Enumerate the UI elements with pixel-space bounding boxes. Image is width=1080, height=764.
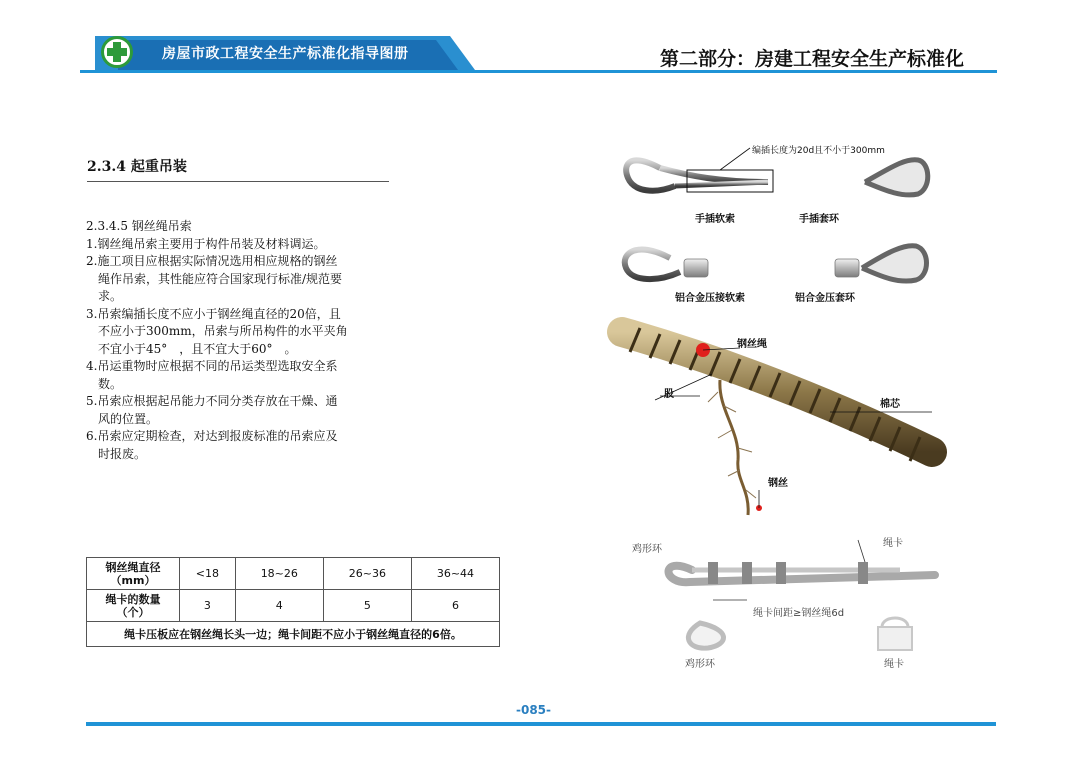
thimble-clip-figure bbox=[669, 540, 936, 650]
table-cell: 6 bbox=[411, 590, 499, 622]
list-item: 5.吊索应根据起吊能力不同分类存放在干燥、通 bbox=[86, 394, 338, 408]
table-cell: 36~44 bbox=[411, 558, 499, 590]
list-item-continuation: 绳作吊索，其性能应符合国家现行标准/规范要 bbox=[98, 271, 343, 286]
book-title: 房屋市政工程安全生产标准化指导图册 bbox=[162, 46, 409, 62]
al-press-sling-figure bbox=[625, 249, 768, 279]
core-label: 棉芯 bbox=[880, 399, 900, 410]
table-row bbox=[87, 622, 500, 647]
strand-label: 股 bbox=[664, 389, 674, 400]
table-cell: 3 bbox=[180, 590, 236, 622]
requirement-list bbox=[86, 236, 396, 464]
al-press-sling-label: 铝合金压接软索 bbox=[675, 293, 745, 304]
list-item-continuation: 不应小于300mm，吊索与所吊构件的水平夹角 bbox=[98, 324, 348, 338]
table-header-cell: 钢丝绳直径 （mm） bbox=[87, 558, 180, 590]
wire-label: 钢丝 bbox=[768, 478, 788, 489]
hand-splice-loop-figure bbox=[782, 160, 928, 195]
list-item-continuation: 数。 bbox=[98, 376, 123, 391]
rope-label: 钢丝绳 bbox=[737, 339, 767, 350]
hand-splice-sling-figure bbox=[626, 160, 773, 192]
rope-clip-table bbox=[86, 557, 500, 647]
safety-cross-icon-horizontal bbox=[107, 48, 127, 56]
page-number: -085- bbox=[516, 703, 552, 717]
section-title: 2.3.4 起重吊装 bbox=[87, 159, 187, 175]
list-item-continuation: 不宜小于45° ，且不宜大于60° 。 bbox=[98, 341, 297, 356]
section-subtitle: 2.3.4.5 钢丝绳吊索 bbox=[86, 219, 192, 233]
clip-spacing-label: 绳卡间距≥钢丝绳6d bbox=[753, 608, 845, 619]
list-item-continuation: 风的位置。 bbox=[98, 411, 159, 426]
footer-rule bbox=[86, 722, 996, 726]
list-item: 4.吊运重物时应根据不同的吊运类型选取安全系 bbox=[86, 359, 338, 373]
section-body bbox=[86, 218, 396, 463]
list-item: 2.施工项目应根据实际情况选用相应规格的钢丝 bbox=[86, 254, 338, 268]
hand-splice-sling-label: 手插软索 bbox=[695, 214, 735, 225]
section-rule bbox=[87, 181, 389, 182]
table-cell: 26~36 bbox=[323, 558, 411, 590]
list-item-continuation: 时报废。 bbox=[98, 446, 147, 461]
list-item-continuation: 求。 bbox=[98, 289, 123, 303]
table-header-cell: 绳卡的数量 （个） bbox=[87, 590, 180, 622]
hand-splice-loop-label: 手插套环 bbox=[799, 214, 839, 225]
part-title: 第二部分：房建工程安全生产标准化 bbox=[660, 48, 965, 70]
list-item: 1.钢丝绳吊索主要用于构件吊装及材料调运。 bbox=[86, 236, 326, 251]
clip-label-2: 绳卡 bbox=[884, 659, 904, 670]
list-item: 6.吊索应定期检查，对达到报废标准的吊索应及 bbox=[86, 429, 338, 443]
thimble-label-2: 鸡形环 bbox=[685, 659, 715, 670]
clip-label: 绳卡 bbox=[883, 538, 903, 549]
al-press-loop-label: 铝合金压套环 bbox=[795, 293, 855, 304]
al-press-loop-figure bbox=[782, 246, 927, 281]
table-row bbox=[87, 590, 500, 622]
thimble-label: 鸡形环 bbox=[632, 544, 662, 555]
list-item: 3.吊索编插长度不应小于钢丝绳直径的20倍，且 bbox=[86, 306, 341, 321]
table-cell: 5 bbox=[323, 590, 411, 622]
table-cell: 4 bbox=[235, 590, 323, 622]
splice-leader-line bbox=[720, 148, 750, 170]
table-cell: 18~26 bbox=[235, 558, 323, 590]
table-row bbox=[87, 558, 500, 590]
splice-length-label: 编插长度为20d且不小于300mm bbox=[752, 146, 885, 156]
table-cell: <18 bbox=[180, 558, 236, 590]
table-note: 绳卡压板应在钢丝绳长头一边；绳卡间距不应小于钢丝绳直径的6倍。 bbox=[87, 622, 500, 647]
